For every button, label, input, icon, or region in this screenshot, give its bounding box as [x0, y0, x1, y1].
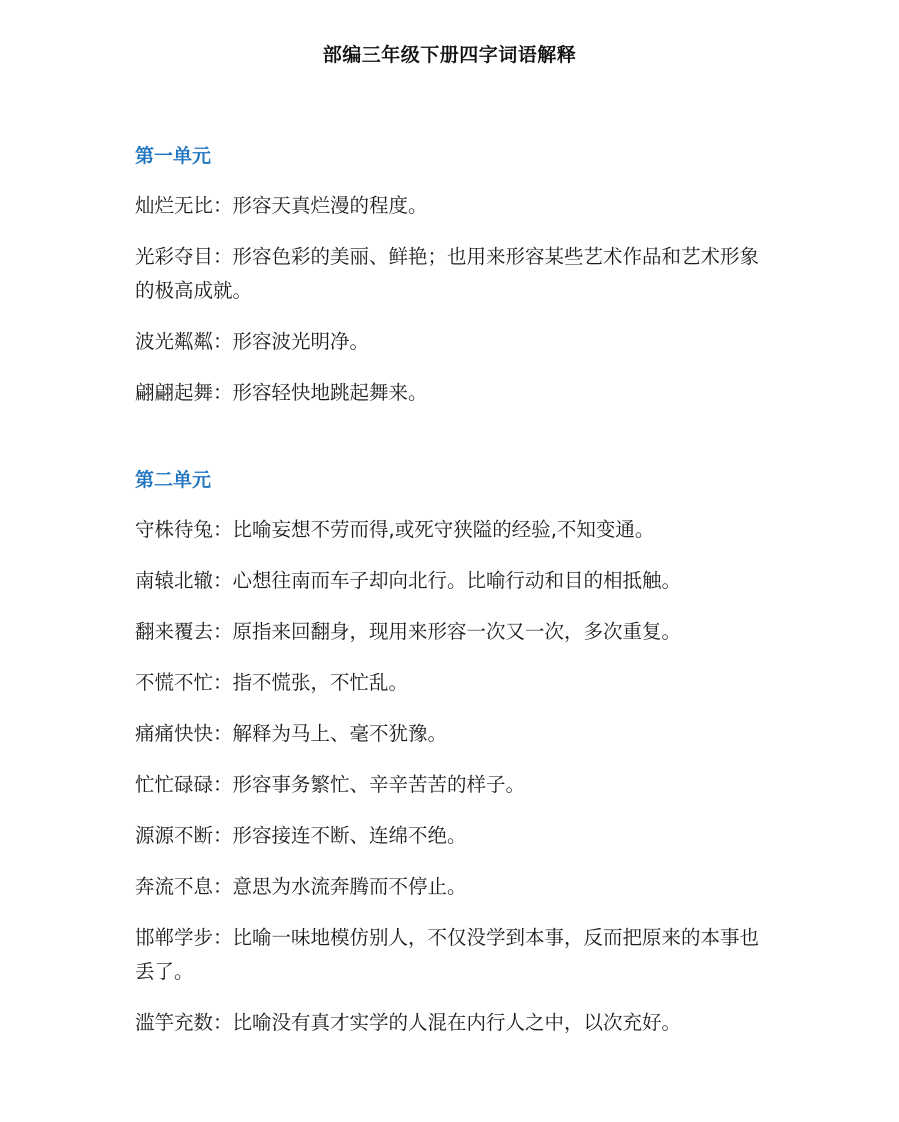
entry-definition: 心想往南而车子却向北行。比喻行动和目的相抵触。 [232, 569, 682, 592]
vocab-entry [135, 615, 765, 649]
entry-definition: 形容色彩的美丽、鲜艳；也用来形容某些艺术作品和艺术形象的极高成就。 [135, 245, 760, 302]
entry-definition: 解释为马上、毫不犹豫。 [232, 722, 448, 745]
entry-term: 奔流不息 [135, 875, 214, 898]
entry-term: 灿烂无比 [135, 194, 214, 217]
entry-term: 南辕北辙 [135, 569, 214, 592]
entry-term: 忙忙碌碌 [135, 773, 214, 796]
entry-separator: ： [213, 1011, 233, 1034]
entry-separator: ： [213, 620, 233, 643]
vocab-entry [135, 819, 765, 853]
entry-definition: 比喻一味地模仿别人，不仅没学到本事，反而把原来的本事也丢了。 [135, 926, 760, 983]
entry-separator: ： [213, 245, 233, 268]
entry-separator: ： [213, 194, 233, 217]
entry-term: 翻来覆去 [135, 620, 214, 643]
entry-definition: 形容事务繁忙、辛辛苦苦的样子。 [232, 773, 526, 796]
unit-section-1 [135, 140, 765, 410]
entry-definition: 形容轻快地跳起舞来。 [232, 381, 428, 404]
vocab-entry [135, 870, 765, 904]
entry-definition: 比喻没有真才实学的人混在内行人之中，以次充好。 [232, 1011, 682, 1034]
entry-term: 源源不断 [135, 824, 214, 847]
entry-definition: 原指来回翻身，现用来形容一次又一次，多次重复。 [232, 620, 682, 643]
entry-separator: ： [213, 671, 233, 694]
entry-separator: ： [213, 773, 233, 796]
entry-definition: 形容波光明净。 [232, 330, 370, 353]
vocab-entry [135, 376, 765, 410]
entry-definition: 形容天真烂漫的程度。 [232, 194, 428, 217]
entry-definition: 指不慌张，不忙乱。 [232, 671, 409, 694]
entry-definition: 比喻妄想不劳而得,或死守狭隘的经验,不知变通。 [232, 518, 655, 541]
unit-section-2 [135, 464, 765, 1040]
entry-term: 波光粼粼 [135, 330, 214, 353]
entry-separator: ： [213, 875, 233, 898]
vocab-entry [135, 666, 765, 700]
unit-heading: 第二单元 [135, 469, 212, 491]
entry-separator: ： [213, 330, 233, 353]
entry-term: 不慌不忙 [135, 671, 214, 694]
vocab-entry [135, 1006, 765, 1040]
entry-separator: ： [213, 381, 233, 404]
entry-separator: ： [213, 926, 233, 949]
document-content [135, 140, 765, 1057]
entry-term: 翩翩起舞 [135, 381, 214, 404]
vocab-entry [135, 768, 765, 802]
entry-definition: 形容接连不断、连绵不绝。 [232, 824, 467, 847]
vocab-entry [135, 513, 765, 547]
vocab-entry [135, 564, 765, 598]
entry-term: 光彩夺目 [135, 245, 214, 268]
entry-term: 邯郸学步 [135, 926, 214, 949]
vocab-entry [135, 189, 765, 223]
entry-separator: ： [213, 569, 233, 592]
entry-separator: ： [213, 824, 233, 847]
entry-separator: ： [213, 518, 233, 541]
vocab-entry [135, 717, 765, 751]
vocab-entry [135, 325, 765, 359]
vocab-entry [135, 921, 765, 989]
unit-heading: 第一单元 [135, 145, 212, 167]
entry-term: 痛痛快快 [135, 722, 214, 745]
entry-term: 滥竽充数 [135, 1011, 214, 1034]
vocab-entry [135, 240, 765, 308]
entry-separator: ： [213, 722, 233, 745]
document-title: 部编三年级下册四字词语解释 [322, 44, 577, 66]
entry-definition: 意思为水流奔腾而不停止。 [232, 875, 467, 898]
entry-term: 守株待兔 [135, 518, 214, 541]
